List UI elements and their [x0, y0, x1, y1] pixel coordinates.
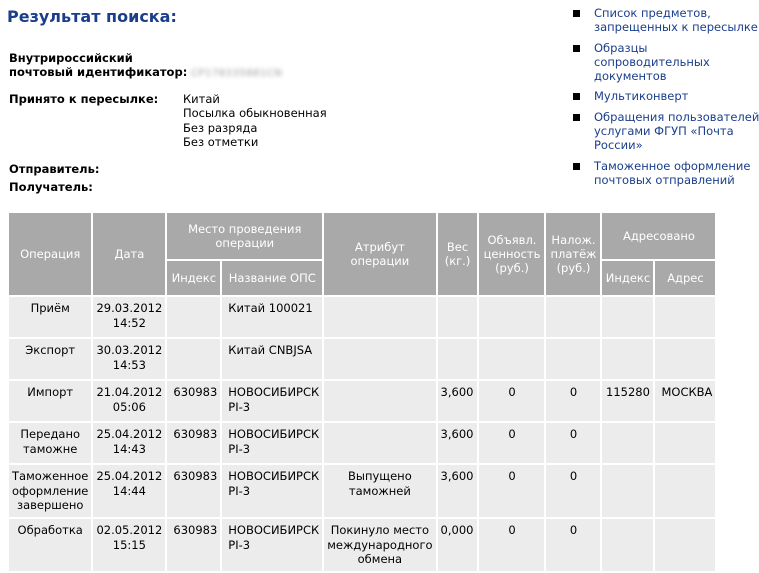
cell-cod [546, 297, 600, 337]
table-row [9, 297, 715, 337]
link-prohibited-items[interactable] [573, 6, 758, 35]
cell-office-line2: PI-3 [228, 441, 251, 456]
cell-weight: 3,600 [438, 465, 478, 517]
cell-addr-index [602, 339, 653, 379]
cell-cod: 0 [546, 381, 600, 421]
bullet-icon [573, 93, 580, 100]
cell-office-line1: НОВОСИБИРСК [228, 523, 320, 537]
link-line[interactable]: России» [594, 138, 643, 153]
cell-weight: 3,600 [438, 381, 478, 421]
link-line[interactable]: услугами ФГУП «Почта [594, 124, 734, 139]
cell-cod: 0 [546, 423, 600, 463]
cell-date-time: 14:52 [112, 315, 146, 330]
cell-index: 630983 [167, 423, 220, 463]
table-row [9, 339, 715, 379]
cell-date-time: 14:53 [112, 357, 146, 372]
cell-date-day: 29.03.2012 [96, 301, 163, 315]
cell-office [222, 423, 322, 463]
cell-declared-value [479, 297, 544, 337]
cell-office-line2: PI-3 [228, 537, 251, 552]
cell-attribute [324, 381, 435, 421]
accepted-values [183, 92, 327, 149]
cell-date-day: 30.03.2012 [96, 343, 163, 357]
cell-address: МОСКВА [655, 381, 715, 421]
cell-office-line2: PI-3 [228, 483, 251, 498]
identifier-value: CP178335881CN [190, 68, 283, 79]
cell-date-day: 25.04.2012 [96, 469, 163, 483]
cell-office-line1: НОВОСИБИРСК [228, 427, 320, 441]
sender-block [9, 162, 99, 176]
header-date: Дата [93, 213, 165, 295]
cell-date-day: 25.04.2012 [96, 427, 163, 441]
cell-date [93, 465, 165, 517]
header-place-index: Индекс [167, 261, 220, 295]
link-line[interactable]: Список предметов, [594, 6, 711, 20]
receiver-label: Получатель: [9, 180, 93, 194]
accepted-label: Принято к пересылке: [9, 92, 159, 106]
header-declared-value: Объявл. ценность (руб.) [479, 213, 544, 295]
cell-weight: 3,600 [438, 423, 478, 463]
receiver-block [9, 180, 93, 194]
cell-operation: Таможенное оформление завершено [9, 465, 91, 517]
link-line[interactable]: сопроводительных [594, 54, 710, 69]
cell-addr-index [602, 519, 653, 571]
cell-weight [438, 297, 478, 337]
cell-address [655, 297, 715, 337]
cell-date-time: 15:15 [112, 537, 146, 552]
accepted-category: Без разряда [183, 120, 258, 135]
header-weight: Вес (кг.) [438, 213, 478, 295]
link-line[interactable]: Мультиконверт [594, 89, 689, 104]
link-line[interactable]: Обращения пользователей [594, 109, 759, 124]
cell-address [655, 339, 715, 379]
operations-table [7, 211, 717, 573]
cell-attribute [324, 339, 435, 379]
cell-office-line2: PI-3 [228, 399, 251, 414]
page-title: Результат поиска: [7, 7, 177, 26]
header-address: Адрес [655, 261, 715, 295]
accepted-type: Посылка обыкновенная [183, 106, 327, 121]
bullet-icon [573, 114, 580, 121]
accepted-block [9, 92, 158, 106]
cell-operation: Импорт [9, 381, 91, 421]
bullet-icon [573, 163, 580, 170]
cell-operation: Приём [9, 297, 91, 337]
cell-date [93, 339, 165, 379]
cell-office-line1: НОВОСИБИРСК [228, 469, 320, 483]
header-attribute: Атрибут операции [324, 213, 435, 295]
table-row [9, 519, 715, 571]
cell-index [167, 339, 220, 379]
cell-office-line1: Китай 100021 [228, 301, 313, 315]
cell-date [93, 423, 165, 463]
cell-declared-value: 0 [479, 381, 544, 421]
cell-attribute: Выпущено таможней [324, 465, 435, 517]
header-cod: Налож. платёж (руб.) [546, 213, 600, 295]
cell-office-line1: НОВОСИБИРСК [228, 385, 320, 399]
cell-office-line1: Китай CNBJSA [228, 343, 313, 357]
table-row [9, 423, 715, 463]
header-addressed: Адресовано [602, 213, 715, 259]
cell-office [222, 519, 322, 571]
cell-declared-value: 0 [479, 519, 544, 571]
cell-date [93, 519, 165, 571]
link-document-samples[interactable] [573, 41, 733, 84]
cell-attribute: Покинуло место международного обмена [324, 519, 435, 571]
cell-addr-index [602, 423, 653, 463]
bullet-icon [573, 45, 580, 52]
header-place: Место проведения операции [167, 213, 322, 259]
cell-operation: Экспорт [9, 339, 91, 379]
header-addr-index: Индекс [602, 261, 653, 295]
cell-addr-index [602, 297, 653, 337]
cell-date-time: 14:44 [112, 483, 146, 498]
cell-operation: Обработка [9, 519, 91, 571]
cell-declared-value: 0 [479, 423, 544, 463]
identifier-label-line1: Внутрироссийский [9, 51, 133, 65]
link-customs-clearance[interactable] [573, 158, 751, 188]
useful-links [573, 6, 759, 193]
sender-label: Отправитель: [9, 162, 100, 176]
link-line[interactable]: запрещенных к пересылке [594, 20, 758, 35]
cell-office [222, 381, 322, 421]
link-line[interactable]: почтовых отправлений [594, 172, 735, 187]
cell-index: 630983 [167, 465, 220, 517]
link-line[interactable]: Таможенное оформление [594, 158, 751, 173]
cell-addr-index: 115280 [602, 381, 653, 421]
cell-declared-value: 0 [479, 465, 544, 517]
accepted-mark: Без отметки [183, 134, 259, 149]
cell-address [655, 465, 715, 517]
cell-office [222, 465, 322, 517]
link-multienvelope[interactable] [573, 89, 733, 103]
cell-date-day: 21.04.2012 [96, 385, 163, 399]
cell-index: 630983 [167, 519, 220, 571]
accepted-country: Китай [183, 92, 220, 106]
cell-date [93, 381, 165, 421]
table-row [9, 381, 715, 421]
cell-cod: 0 [546, 519, 600, 571]
table-row [9, 465, 715, 517]
cell-declared-value [479, 339, 544, 379]
cell-index [167, 297, 220, 337]
header-operation: Операция [9, 213, 91, 295]
cell-address [655, 423, 715, 463]
identifier-block [9, 51, 282, 79]
cell-cod [546, 339, 600, 379]
cell-date-time: 05:06 [112, 399, 146, 414]
cell-date [93, 297, 165, 337]
bullet-icon [573, 10, 580, 17]
cell-attribute [324, 297, 435, 337]
cell-addr-index [602, 465, 653, 517]
cell-attribute [324, 423, 435, 463]
cell-address [655, 519, 715, 571]
cell-office [222, 297, 322, 337]
link-user-appeals[interactable] [573, 109, 759, 153]
cell-cod: 0 [546, 465, 600, 517]
cell-date-day: 02.05.2012 [96, 523, 163, 537]
link-line[interactable]: Образцы [594, 40, 648, 55]
cell-weight [438, 339, 478, 379]
cell-weight: 0,000 [438, 519, 478, 571]
cell-operation: Передано таможне [9, 423, 91, 463]
cell-office [222, 339, 322, 379]
cell-index: 630983 [167, 381, 220, 421]
link-line[interactable]: документов [594, 69, 667, 84]
identifier-label-line2: почтовый идентификатор: [9, 65, 188, 79]
header-place-name: Название ОПС [222, 261, 322, 295]
cell-date-time: 14:43 [112, 441, 146, 456]
